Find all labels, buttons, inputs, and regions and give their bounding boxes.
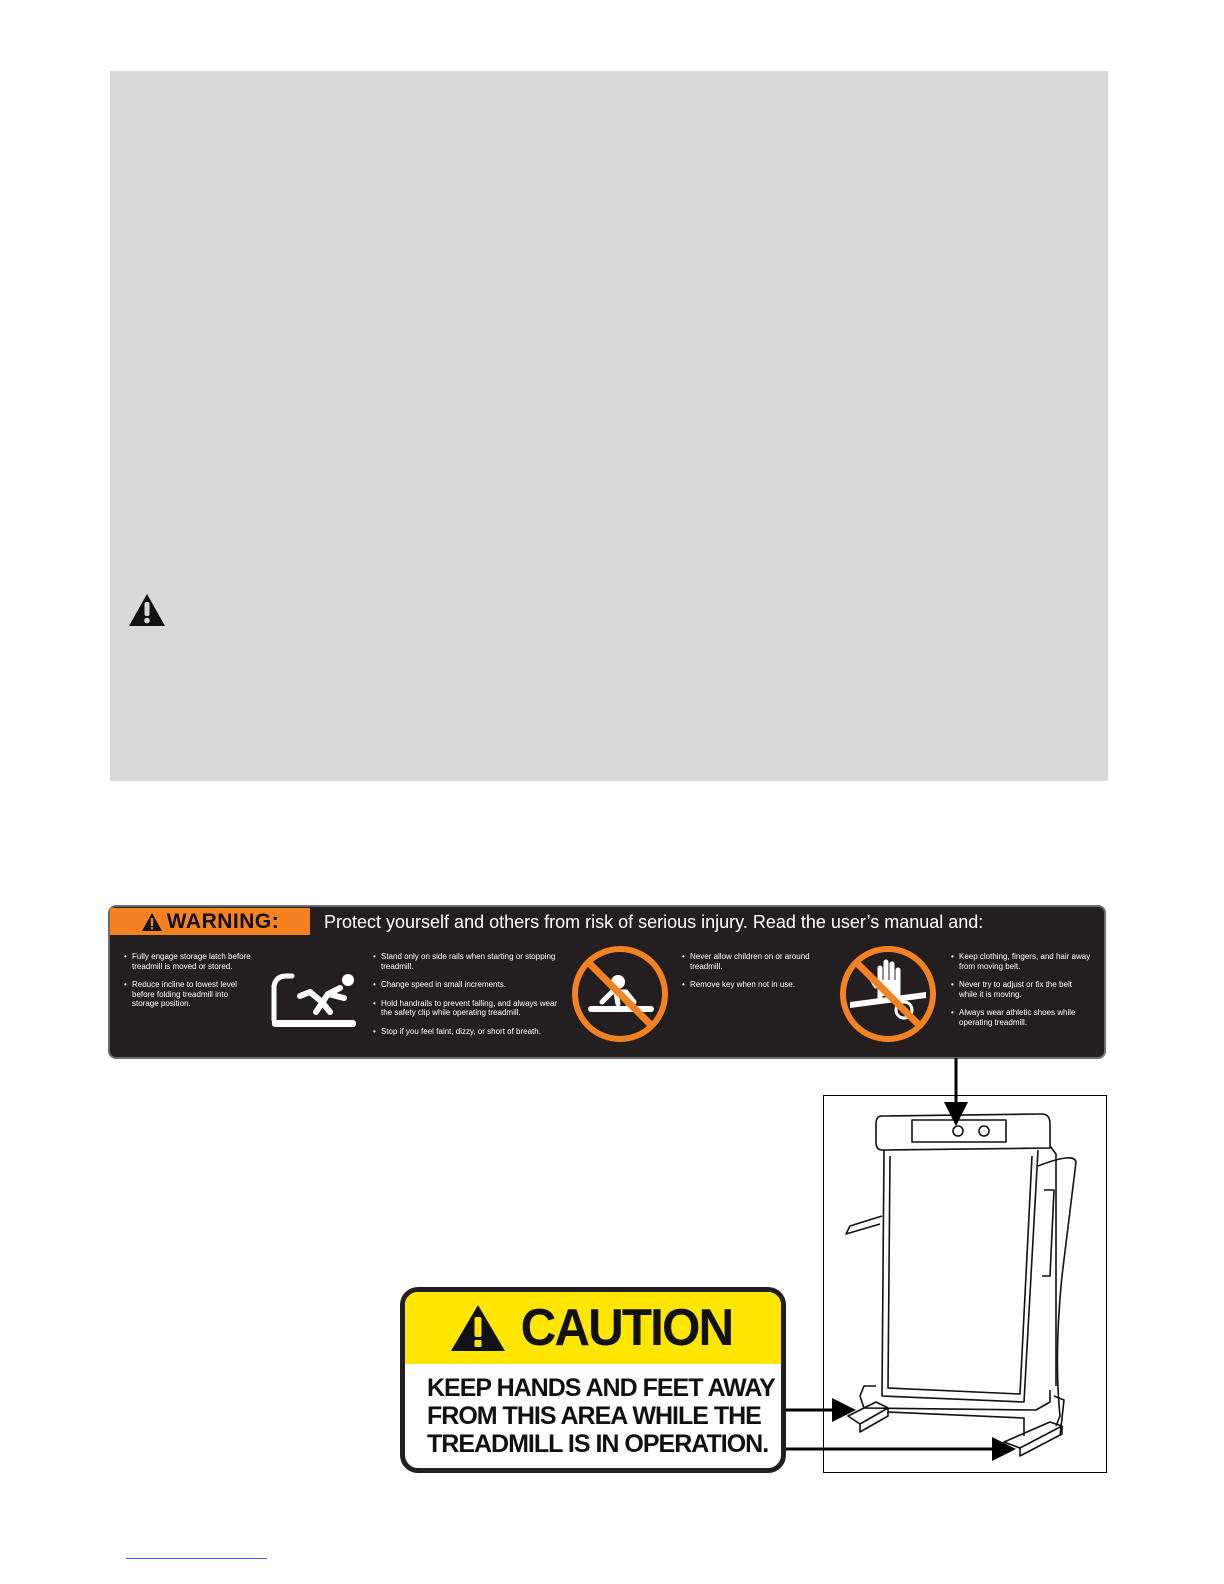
warning-bullet: • Stand only on side rails when starting or stopping treadmill.: [373, 952, 568, 971]
warning-bullet: • Never try to adjust or fix the belt while it is moving.: [951, 980, 1091, 999]
footer-rule: [126, 1558, 267, 1559]
warning-bullet: • Stop if you feel faint, dizzy, or short of breath.: [373, 1027, 568, 1037]
caution-decal: [400, 1287, 786, 1473]
caution-line: KEEP HANDS AND FEET AWAY: [427, 1374, 775, 1402]
caution-header: [405, 1292, 781, 1364]
caution-line: FROM THIS AREA WHILE THE: [427, 1402, 761, 1430]
warning-triangle-icon: [449, 1303, 507, 1353]
warning-bullet: • Reduce incline to lowest level before folding treadmill into storage position.: [124, 980, 254, 1009]
warning-bullet: • Remove key when not in use.: [682, 980, 832, 990]
warning-bullet: • Hold handrails to prevent falling, and always wear the safety clip while operating treadmill.: [373, 999, 568, 1018]
warning-bullet: • Keep clothing, fingers, and hair away from moving belt.: [951, 952, 1091, 971]
warning-bullet: • Always wear athletic shoes while operating treadmill.: [951, 1008, 1091, 1027]
warning-title: WARNING:: [166, 909, 280, 933]
warning-bullet: • Change speed in small increments.: [373, 980, 568, 990]
caution-line: TREADMILL IS IN OPERATION.: [427, 1430, 769, 1458]
caution-message: [427, 1374, 775, 1458]
warning-bullet: • Fully engage storage latch before treadmill is moved or stored.: [124, 952, 254, 971]
caution-title: CAUTION: [520, 1299, 732, 1357]
warning-headline: Protect yourself and others from risk of serious injury. Read the user’s manual and:: [324, 912, 984, 932]
warning-bullet: • Never allow children on or around treadmill.: [682, 952, 832, 971]
